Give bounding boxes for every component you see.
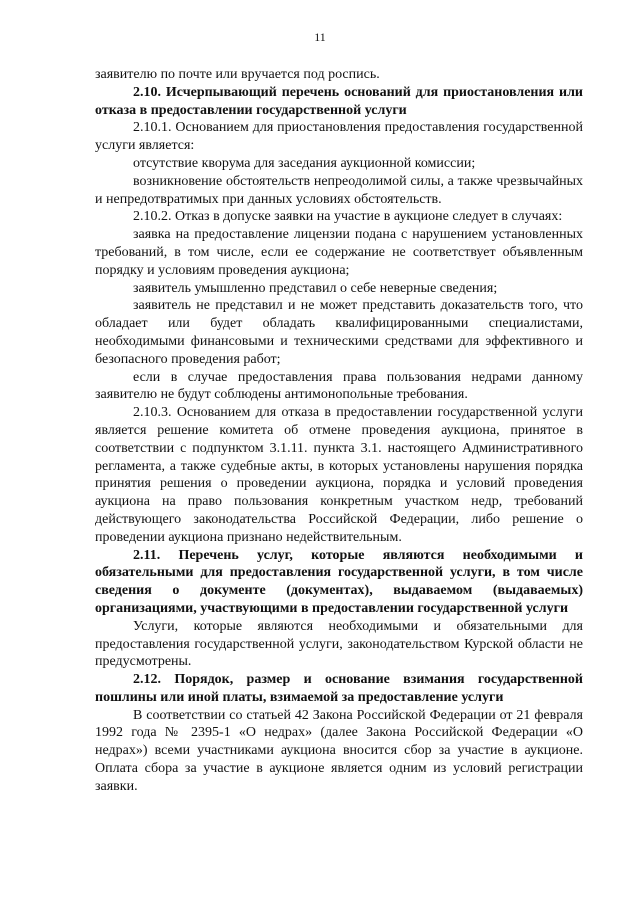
list-item-no-evidence: заявитель не представил и не может представить доказательств того, что обладает или будет обладать квалифицированными специалистами, необходимыми финансовыми и техническими средствами для эффективного и безопасного проведения работ; <box>95 298 583 367</box>
paragraph-2-10-1: 2.10.1. Основанием для приостановления предоставления государственной услуги является: <box>95 120 583 154</box>
paragraph-2-10-3: 2.10.3. Основанием для отказа в предоставлении государственной услуги является решение комитета об отмене проведения аукциона, принятое в соответствии с подпунктом 3.1.11. пункта 3.1. настоящего Административного регламента, а также судебные акты, в которых установлены нарушения порядка принятия решения о проведении аукциона, порядка и условий проведения аукциона на право пользования конкретным участком недр, требований действующего законодательства Российской Федерации, либо решение о проведении аукциона признано недействительным. <box>95 405 583 545</box>
section-heading-2-12: 2.12. Порядок, размер и основание взимания государственной пошлины или иной платы, взимаемой за предоставление услуги <box>95 672 583 705</box>
paragraph-intro: заявителю по почте или вручается под роспись. <box>95 67 380 82</box>
section-heading-2-10: 2.10. Исчерпывающий перечень оснований для приостановления или отказа в предоставлении государственной услуги <box>95 84 583 118</box>
document-body <box>95 66 583 796</box>
list-item-quorum: отсутствие кворума для заседания аукционной комиссии; <box>133 155 476 171</box>
list-item-force-majeure: возникновение обстоятельств непреодолимой силы, а также чрезвычайных и непредотвратимых при данных условиях обстоятельств. <box>95 173 583 207</box>
paragraph-2-11-body: Услуги, которые являются необходимыми и обязательными для предоставления государственной услуги, законодательством Курской области не предусмотрены. <box>95 618 583 670</box>
list-item-application-violation: заявка на предоставление лицензии подана с нарушением установленных требований, в том числе, если ее содержание не соответствует объявленным порядку и условиям проведения аукциона; <box>95 227 583 278</box>
paragraph-2-10-2: 2.10.2. Отказ в допуске заявки на участие в аукционе следует в случаях: <box>133 209 563 225</box>
paragraph-2-12-body: В соответствии со статьей 42 Закона Российской Федерации от 21 февраля 1992 года № 2395-1 «О недрах» (далее Закона Российской Федерации «О недрах») всеми участниками аукциона вносится сбор за участие в аукционе. Оплата сбора за участие в аукционе является одним из условий регистрации заявки. <box>95 707 583 794</box>
section-heading-2-11: 2.11. Перечень услуг, которые являются необходимыми и обязательными для предоставления государственной услуги, в том числе сведения о документе (документах), выдаваемом (выдаваемых) организациями, участвующими в предоставлении государственной услуги <box>95 547 583 616</box>
list-item-false-info: заявитель умышленно представил о себе неверные сведения; <box>133 280 498 296</box>
page-number: 11 <box>314 30 326 44</box>
list-item-antimonopoly: если в случае предоставления права пользования недрами данному заявителю не будут соблюдены антимонопольные требования. <box>95 369 583 403</box>
